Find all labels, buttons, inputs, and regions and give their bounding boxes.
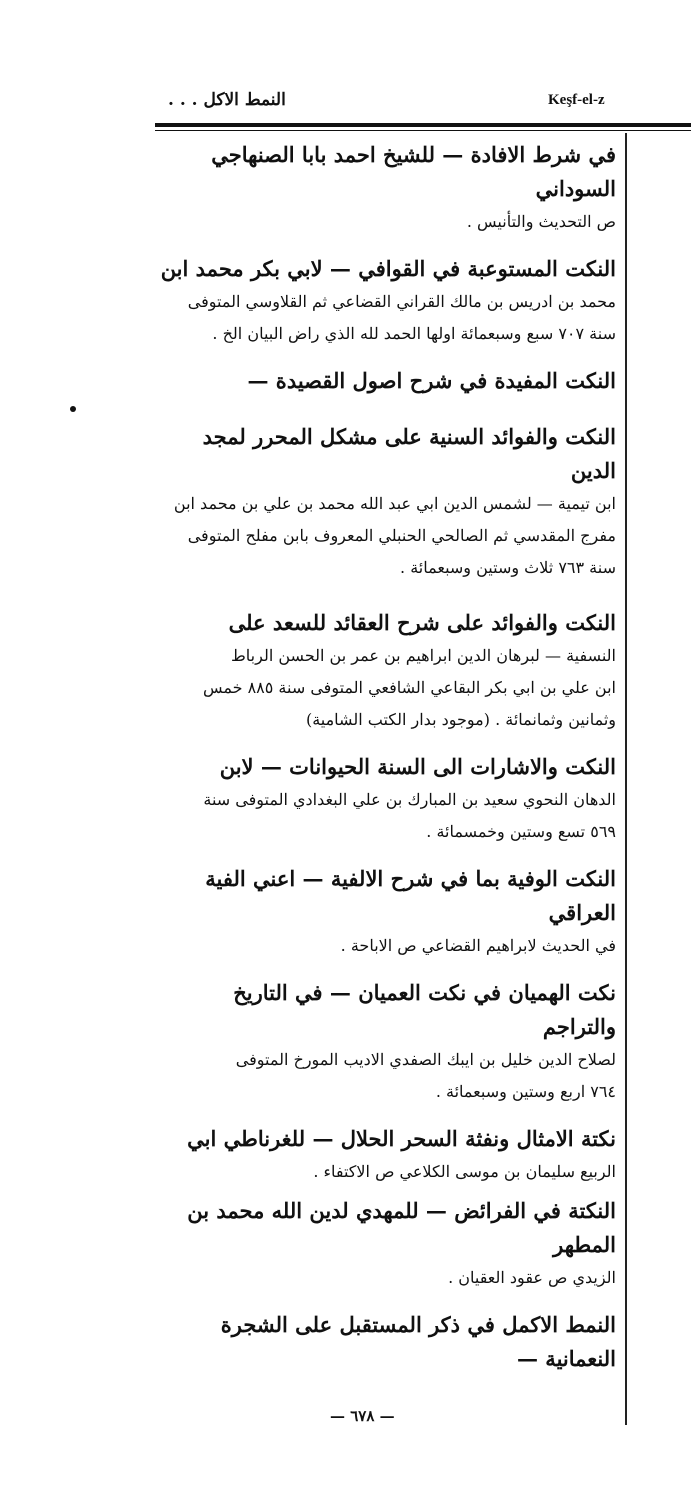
entry-title: في شرط الافادة — للشيخ احمد بابا الصنهاجي السوداني <box>211 142 616 201</box>
entry-line: لصلاح الدين خليل بن ايبك الصفدي الاديب المورخ المتوفى <box>235 1050 616 1069</box>
entry-line: وثمانين وثمانمائة . (موجود بدار الكتب الشامية) <box>305 710 616 729</box>
entry-title: النكتة في الفرائض — للمهدي لدين الله محمد بن المطهر <box>187 1198 616 1257</box>
entry-title: النكت والاشارات الى السنة الحيوانات — لابن <box>219 754 616 779</box>
entry-title: النكت والفوائد السنية على مشكل المحرر لمجد الدين <box>202 424 616 483</box>
entry-title: النكت الوفية بما في شرح الالفية — اعني الفية العراقي <box>205 866 616 925</box>
entry-title: النكت المستوعبة في القوافي — لابي بكر محمد ابن <box>160 256 616 281</box>
entry-title: نكت الهميان في نكت العميان — في التاريخ والتراجم <box>233 980 616 1039</box>
entry <box>160 1194 616 1294</box>
entry-line: محمد بن ادريس بن مالك القراني القضاعي ثم القلاوسي المتوفى <box>187 292 616 311</box>
entry-line: ٧٦٤ اربع وستين وسبعمائة . <box>435 1082 616 1101</box>
entry-title: نكتة الامثال ونفثة السحر الحلال — للغرناطي ابي <box>187 1126 616 1151</box>
entry <box>160 862 616 962</box>
entry-line: سنة ٧٠٧ سبع وسبعمائة اولها الحمد لله الذي راض البيان الخ . <box>212 324 616 343</box>
latin-headword: Keşf-el-z <box>548 92 605 108</box>
entry-line: الزيدي ص عقود العقيان . <box>448 1268 616 1287</box>
entry-line: مفرج المقدسي ثم الصالحي الحنبلي المعروف بابن مفلح المتوفى <box>187 526 616 545</box>
entry <box>160 606 616 736</box>
entry-line: سنة ٧٦٣ ثلاث وستين وسبعمائة . <box>400 558 616 577</box>
header-rule-thin <box>155 130 691 131</box>
entry-line: النسفية — لبرهان الدين ابراهيم بن عمر بن الحسن الرباط <box>231 646 616 665</box>
entry-line: ابن علي بن ابي بكر البقاعي الشافعي المتوفى سنة ٨٨٥ خمس <box>202 678 616 697</box>
entry <box>160 750 616 848</box>
entry-title: النكت المفيدة في شرح اصول القصيدة — <box>247 368 616 393</box>
entry <box>160 1308 616 1376</box>
header-rule-thick <box>155 123 691 127</box>
entry-line: ٥٦٩ تسع وستين وخمسمائة . <box>426 822 616 841</box>
entry <box>160 252 616 350</box>
entry <box>160 976 616 1108</box>
entry-line: ابن تيمية — لشمس الدين ابي عبد الله محمد بن علي بن محمد ابن <box>173 494 616 513</box>
entry-title: النمط الاكمل في ذكر المستقبل على الشجرة النعمانية — <box>220 1312 616 1371</box>
running-title: النمط الاكل . . . <box>168 90 286 110</box>
entry-line: في الحديث لابراهيم القضاعي ص الاباحة . <box>340 936 616 955</box>
entry-line: الربيع سليمان بن موسى الكلاعي ص الاكتفاء . <box>313 1162 616 1181</box>
entry <box>160 138 616 238</box>
entry-line: ص التحديث والتأنيس . <box>466 212 616 231</box>
entry-title: النكت والفوائد على شرح العقائد للسعد على <box>228 610 616 635</box>
entry <box>160 364 616 398</box>
entry <box>160 1122 616 1188</box>
margin-dot <box>70 406 76 412</box>
page-number: — ٦٧٨ — <box>330 1407 395 1425</box>
entries-column <box>160 138 616 1376</box>
column-rule <box>625 133 627 1425</box>
entry-line: الدهان النحوي سعيد بن المبارك بن علي البغدادي المتوفى سنة <box>203 790 616 809</box>
entry <box>160 420 616 584</box>
